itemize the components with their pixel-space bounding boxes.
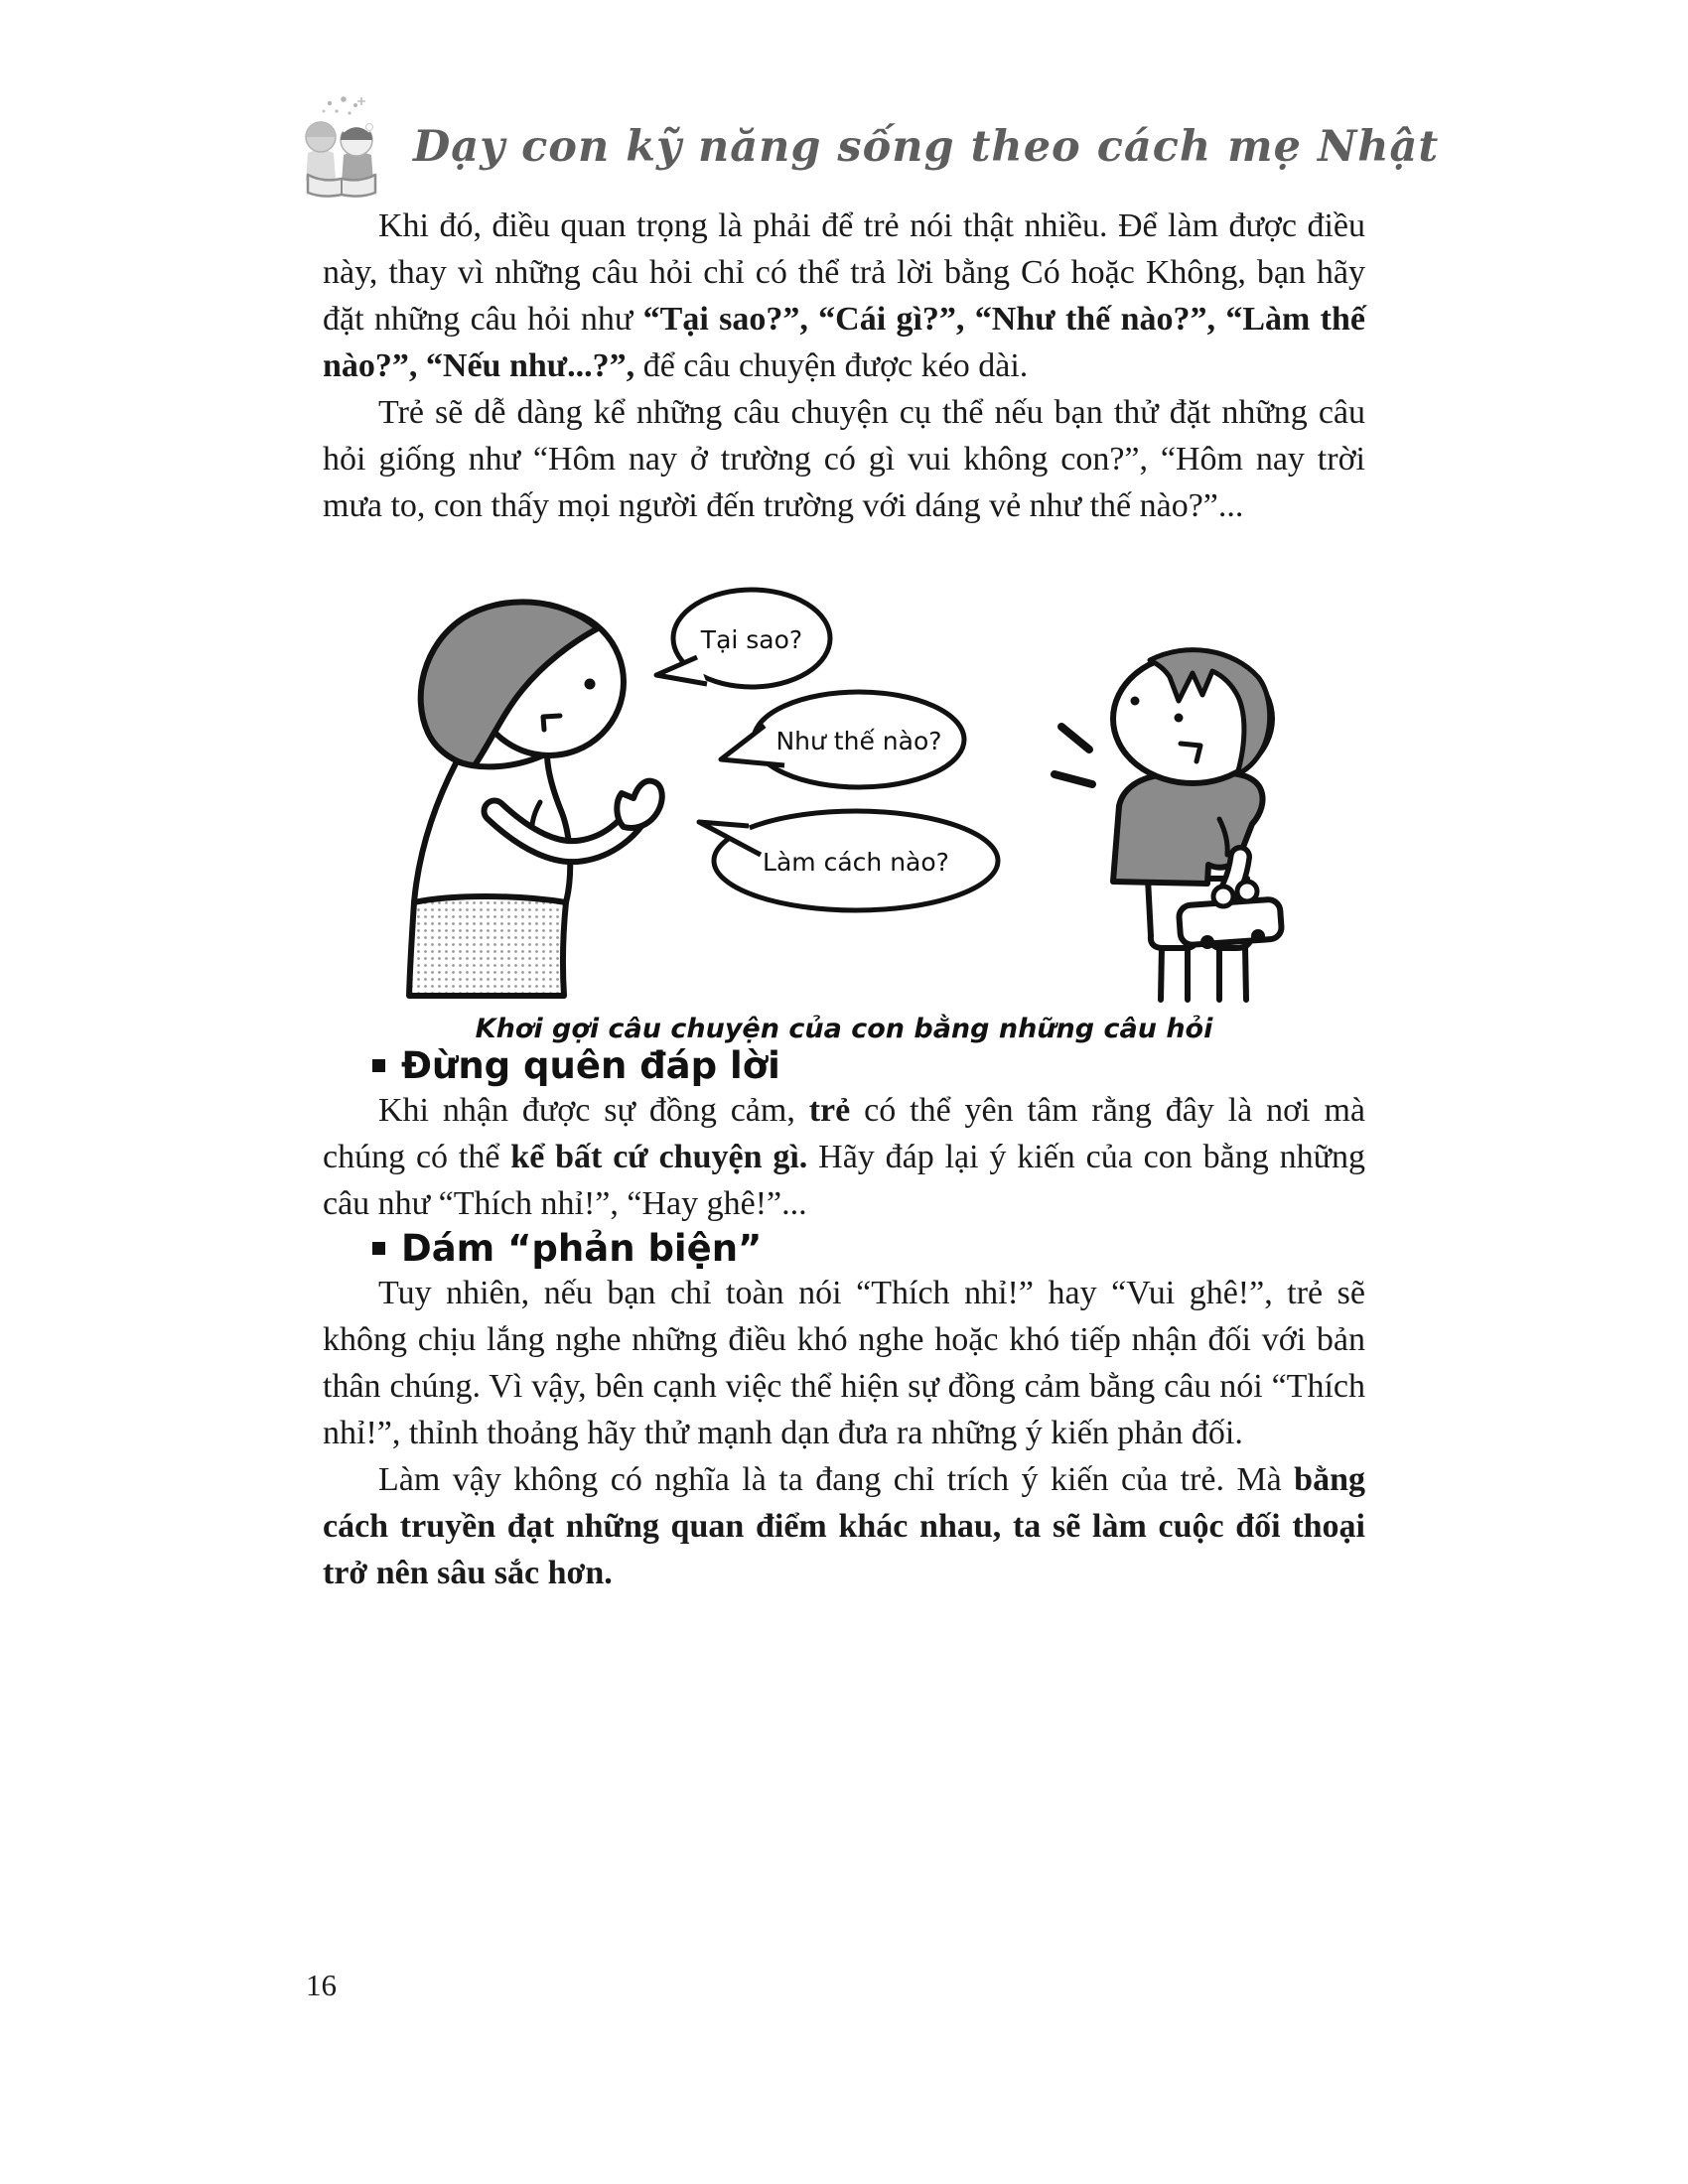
speech-bubble-in-what-way [699,811,998,910]
paragraph-1-text-end: để câu chuyện được kéo dài. [634,347,1029,384]
paragraph-5-bold-conclusion: bằng cách truyền đạt những quan điểm khác nhau, ta sẽ làm cuộc đối thoại trở nên sâu sắc hơn. [323,1461,1365,1591]
mother-hand [617,781,661,828]
mother-skirt [409,896,566,996]
square-bullet-icon [372,1242,385,1255]
paragraph-3-text-mid: có thể yên tâm rằng đây là nơi mà chúng có thể [323,1092,1365,1175]
paragraph-5 [323,1456,1365,1596]
paragraph-3-bold-tell-anything: kể bất cứ chuyện gì. [510,1139,808,1175]
page-header [296,0,1688,203]
paragraph-2: Trẻ sẽ dễ dàng kể những câu chuyện cụ thể nếu bạn thử đặt những câu hỏi giống như “Hôm nay ở trường có gì vui không con?”, “Hôm nay trời mưa to, con thấy mọi người đến trường với dáng vẻ như thế nào?”... [323,394,1365,524]
section-heading-counter-argue-label: Dám “phản biện” [401,1227,763,1270]
bubble-text-how: Như thế nào? [775,727,942,755]
paragraph-5-text: Làm vậy không có nghĩa là ta đang chỉ trích ý kiến của trẻ. Mà [378,1461,1295,1498]
section-heading-reply [372,1044,1365,1087]
mother-child-conversation-illustration [367,581,1321,1008]
boy-figure [1055,650,1282,1000]
emphasis-lines [1055,727,1092,784]
paragraph-3-text-end: Hãy đáp lại ý kiến của con bằng những câu như “Thích nhỉ!”, “Hay ghê!”... [323,1139,1366,1222]
bubble-text-in-what-way: Làm cách nào? [763,848,949,877]
book-title: Dạy con kỹ năng sống theo cách mẹ Nhật [413,122,1440,172]
mother-figure [409,602,662,996]
paragraph-1 [323,203,1365,389]
page-number: 16 [306,1968,337,2002]
figure-illustration [323,581,1365,1044]
paragraph-3 [323,1087,1365,1227]
children-reading-icon [296,93,387,201]
paragraph-1-bold-questions: “Tại sao?”, “Cái gì?”, “Như thế nào?”, “Làm thế nào?”, “Nếu như...?”, [323,301,1365,384]
section-heading-reply-label: Đừng quên đáp lời [401,1044,780,1087]
bubble-text-why: Tại sao? [700,625,803,654]
section-heading-counter-argue [372,1227,1365,1270]
paragraph-4: Tuy nhiên, nếu bạn chỉ toàn nói “Thích nhỉ!” hay “Vui ghê!”, trẻ sẽ không chịu lắng nghe những điều khó nghe hoặc khó tiếp nhận đối với bản thân chúng. Vì vậy, bên cạnh việc thể hiện sự đồng cảm bằng câu nói “Thích nhỉ!”, thỉnh thoảng hãy thử mạnh dạn đưa ra những ý kiến phản đối. [323,1275,1365,1451]
paragraph-3-text: Khi nhận được sự đồng cảm, [378,1092,809,1129]
paragraph-1-text: Khi đó, điều quan trọng là phải để trẻ nói thật nhiều. Để làm được điều này, thay vì những câu hỏi chỉ có thể trả lời bằng Có hoặc Không, bạn hãy đặt những câu hỏi như [323,207,1365,338]
figure-caption: Khơi gợi câu chuyện của con bằng những câu hỏi [475,1014,1213,1044]
speech-bubble-how [721,692,964,787]
paragraph-3-bold-child: trẻ [808,1092,851,1129]
square-bullet-icon [372,1059,385,1072]
speech-bubble-why [656,590,830,687]
page-content [323,203,1365,1596]
